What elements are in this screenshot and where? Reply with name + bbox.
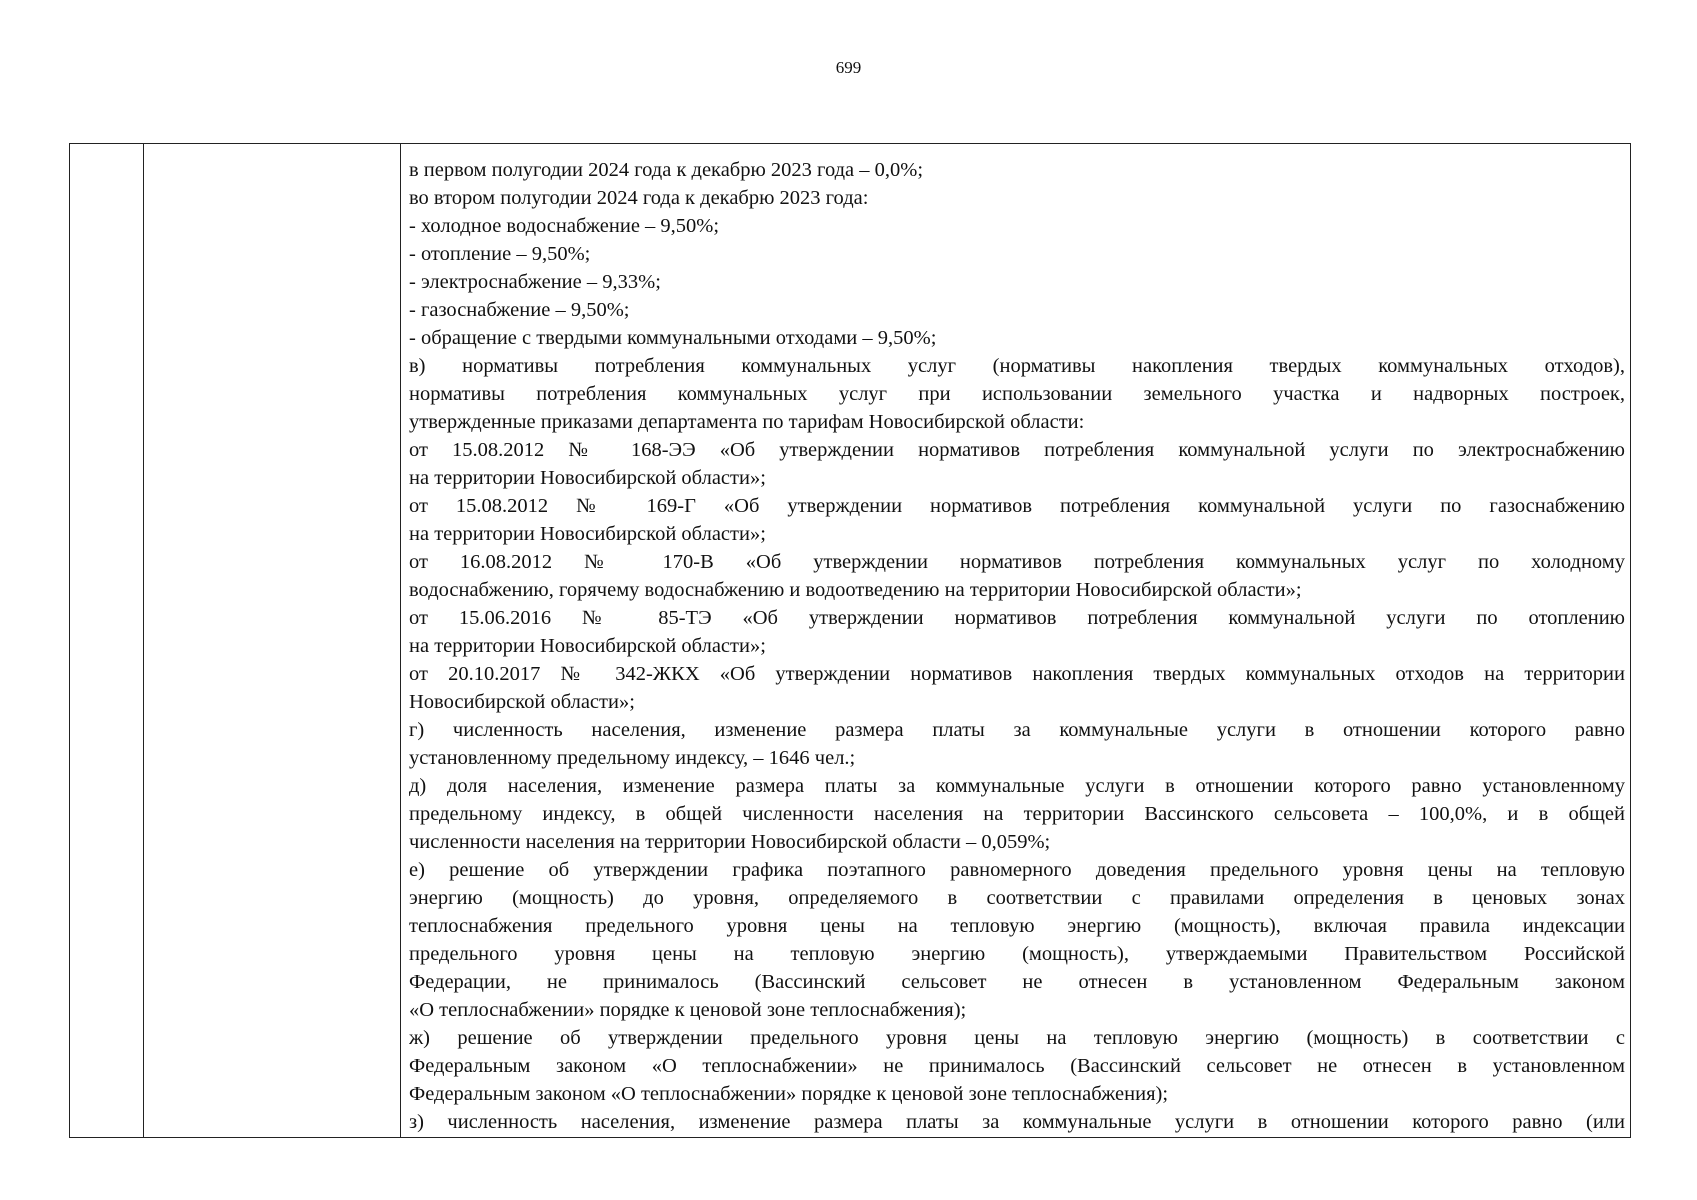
text-line: энергию (мощность) до уровня, определяемого в соответствии с правилами определения в ценовых зонах <box>409 887 1625 909</box>
page-number: 699 <box>835 58 862 77</box>
table-column-name <box>144 144 401 1137</box>
text-line: - газоснабжение – 9,50%; <box>409 299 630 321</box>
text-line: установленному предельному индексу, – 1646 чел.; <box>409 747 856 769</box>
text-line: теплоснабжения предельного уровня цены на тепловую энергию (мощность), включая правила индексации <box>409 915 1625 937</box>
text-line: на территории Новосибирской области»; <box>409 635 766 657</box>
text-line: предельного уровня цены на тепловую энергию (мощность), утверждаемыми Правительством Российской <box>409 943 1625 965</box>
text-line: предельному индексу, в общей численности населения на территории Вассинского сельсовета – 100,0%, и в общей <box>409 803 1625 825</box>
text-line: «О теплоснабжении» порядке к ценовой зоне теплоснабжения); <box>409 999 967 1021</box>
text-line: - обращение с твердыми коммунальными отходами – 9,50%; <box>409 327 937 349</box>
text-line: водоснабжению, горячему водоснабжению и водоотведению на территории Новосибирской области»; <box>409 579 1302 601</box>
text-line: Федерации, не принималось (Вассинский сельсовет не отнесен в установленном Федеральным законом <box>409 971 1625 993</box>
text-line: д) доля населения, изменение размера платы за коммунальные услуги в отношении которого равно установленному <box>409 775 1625 797</box>
text-line: от 20.10.2017 № 342-ЖКХ «Об утверждении нормативов накопления твердых коммунальных отходов на территории <box>409 663 1625 685</box>
text-line: Федеральным законом «О теплоснабжении» порядке к ценовой зоне теплоснабжения); <box>409 1083 1169 1105</box>
text-line: на территории Новосибирской области»; <box>409 523 766 545</box>
text-line: на территории Новосибирской области»; <box>409 467 766 489</box>
text-line: з) численность населения, изменение размера платы за коммунальные услуги в отношении которого равно (или <box>409 1111 1625 1133</box>
text-line: во втором полугодии 2024 года к декабрю 2023 года: <box>409 187 869 209</box>
text-line: от 15.06.2016 № 85-ТЭ «Об утверждении нормативов потребления коммунальной услуги по отоплению <box>409 607 1625 629</box>
text-line: численности населения на территории Новосибирской области – 0,059%; <box>409 831 1051 853</box>
text-line: в первом полугодии 2024 года к декабрю 2023 года – 0,0%; <box>409 159 924 181</box>
text-line: Федеральным законом «О теплоснабжении» не принималось (Вассинский сельсовет не отнесен в установленном <box>409 1055 1625 1077</box>
text-line: Новосибирской области»; <box>409 691 635 713</box>
text-line: от 15.08.2012 № 169-Г «Об утверждении нормативов потребления коммунальной услуги по газоснабжению <box>409 495 1625 517</box>
text-line: е) решение об утверждении графика поэтапного равномерного доведения предельного уровня цены на тепловую <box>409 859 1625 881</box>
text-line: г) численность населения, изменение размера платы за коммунальные услуги в отношении которого равно <box>409 719 1625 741</box>
text-line: - отопление – 9,50%; <box>409 243 591 265</box>
table-column-content <box>401 144 1631 1137</box>
text-line: - электроснабжение – 9,33%; <box>409 271 661 293</box>
text-line: ж) решение об утверждении предельного уровня цены на тепловую энергию (мощность) в соответствии с <box>409 1027 1625 1049</box>
text-line: в) нормативы потребления коммунальных услуг (нормативы накопления твердых коммунальных отходов), <box>409 355 1625 377</box>
text-line: нормативы потребления коммунальных услуг при использовании земельного участка и надворных построек, <box>409 383 1625 405</box>
text-line: от 15.08.2012 № 168-ЭЭ «Об утверждении нормативов потребления коммунальной услуги по электроснабжению <box>409 439 1625 461</box>
document-table <box>69 143 1631 1138</box>
table-column-number <box>70 144 144 1137</box>
text-line: - холодное водоснабжение – 9,50%; <box>409 215 720 237</box>
text-line: от 16.08.2012 № 170-В «Об утверждении нормативов потребления коммунальных услуг по холодному <box>409 551 1625 573</box>
text-line: утвержденные приказами департамента по тарифам Новосибирской области: <box>409 411 1085 433</box>
